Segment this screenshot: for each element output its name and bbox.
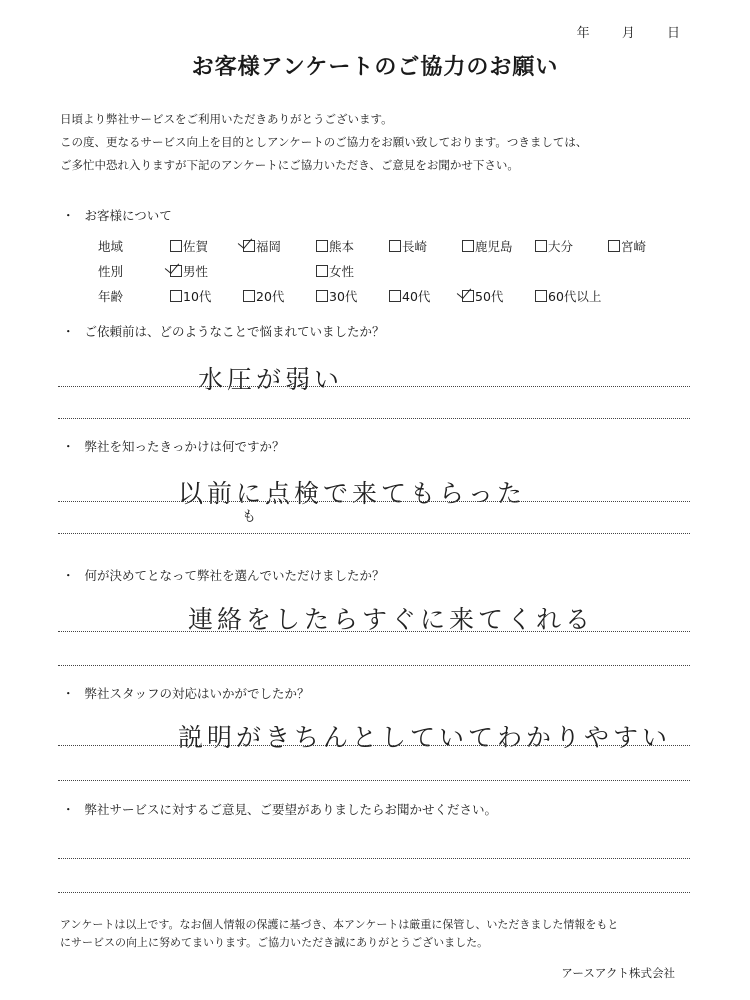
footer-line: アンケートは以上です。なお個人情報の保護に基づき、本アンケートは厳重に保管し、いただきました情報をもと: [60, 918, 619, 931]
answer-line: [58, 501, 690, 502]
question-5: [62, 800, 497, 818]
year-label: 年: [576, 26, 590, 41]
checkbox[interactable]: [316, 265, 328, 277]
answer-line: [58, 631, 690, 632]
option-age-20s[interactable]: [243, 287, 284, 305]
checkbox[interactable]: [316, 290, 328, 302]
question-text: ご依頼前は、どのようなことで悩まれていましたか？: [84, 324, 385, 339]
answer-4[interactable]: 説明がきちんとしていてわかりやすい: [178, 723, 672, 752]
answer-line: [58, 386, 690, 387]
option-age-50s[interactable]: [462, 287, 503, 305]
option-label: 10代: [183, 289, 212, 304]
option-region-saga[interactable]: [170, 237, 208, 255]
option-region-nagasaki[interactable]: [389, 237, 427, 255]
day-label: 日: [666, 26, 680, 41]
question-2: [62, 437, 285, 455]
option-label: 男性: [183, 264, 209, 279]
answer-line: [58, 780, 690, 781]
checkbox[interactable]: [316, 240, 328, 252]
bullet: ・: [62, 324, 75, 339]
answer-2-insertion: も: [242, 509, 256, 525]
question-4: [62, 684, 310, 702]
intro-line: ご多忙中恐れ入りますが下記のアンケートにご協力いただき、ご意見をお聞かせ下さい。: [60, 158, 519, 172]
region-label: 地域: [98, 239, 124, 254]
question-1: [62, 322, 385, 340]
bullet: ・: [62, 439, 75, 454]
bullet: ・: [62, 208, 75, 223]
option-region-kagoshima[interactable]: [462, 237, 513, 255]
checkbox[interactable]: [535, 240, 547, 252]
option-age-40s[interactable]: [389, 287, 430, 305]
question-text: 弊社スタッフの対応はいかがでしたか？: [84, 686, 310, 701]
option-region-miyazaki[interactable]: [608, 237, 646, 255]
option-label: 福岡: [256, 239, 282, 254]
option-label: 30代: [329, 289, 358, 304]
option-label: 鹿児島: [475, 239, 513, 254]
section-customer: [62, 206, 172, 224]
checkbox-checked[interactable]: [170, 265, 182, 277]
intro-text: [60, 108, 700, 177]
answer-2[interactable]: 以前に点検で来てもらった: [178, 479, 527, 508]
option-gender-male[interactable]: [170, 262, 208, 280]
answer-line[interactable]: [58, 892, 690, 893]
page-title: お客様アンケートのご協力のお願い: [191, 55, 559, 80]
answer-3[interactable]: 連絡をしたらすぐに来てくれる: [188, 605, 595, 634]
answer-line: [58, 418, 690, 419]
month-label: 月: [621, 26, 635, 41]
option-label: 熊本: [329, 239, 355, 254]
bullet: ・: [62, 686, 75, 701]
checkbox[interactable]: [389, 240, 401, 252]
checkbox[interactable]: [170, 290, 182, 302]
option-region-fukuoka[interactable]: [243, 237, 281, 255]
checkbox[interactable]: [170, 240, 182, 252]
option-age-30s[interactable]: [316, 287, 357, 305]
checkbox[interactable]: [608, 240, 620, 252]
option-age-10s[interactable]: [170, 287, 211, 305]
gender-label: 性別: [98, 264, 124, 279]
question-text: 何が決めてとなって弊社を選んでいただけましたか？: [84, 568, 385, 583]
checkbox[interactable]: [535, 290, 547, 302]
question-3: [62, 566, 385, 584]
option-age-60s-plus[interactable]: [535, 287, 601, 305]
bullet: ・: [62, 568, 75, 583]
section-heading: お客様について: [84, 208, 172, 223]
intro-line: 日頃より弊社サービスをご利用いただきありがとうございます。: [60, 112, 393, 126]
bullet: ・: [62, 802, 75, 817]
company-name: アースアクト株式会社: [561, 966, 675, 980]
answer-line[interactable]: [58, 858, 690, 859]
option-label: 宮崎: [621, 239, 647, 254]
option-label: 60代以上: [548, 289, 602, 304]
checkbox[interactable]: [243, 290, 255, 302]
footer-text: [60, 916, 700, 952]
answer-line: [58, 745, 690, 746]
option-label: 50代: [475, 289, 504, 304]
footer-line: にサービスの向上に努めてまいります。ご協力いただき誠にありがとうございました。: [60, 936, 489, 949]
answer-1[interactable]: 水圧が弱い: [198, 365, 344, 394]
option-label: 長崎: [402, 239, 428, 254]
answer-line: [58, 533, 690, 534]
option-label: 女性: [329, 264, 355, 279]
question-text: 弊社を知ったきっかけは何ですか？: [84, 439, 285, 454]
option-gender-female[interactable]: [316, 262, 354, 280]
checkbox[interactable]: [389, 290, 401, 302]
question-text: 弊社サービスに対するご意見、ご要望がありましたらお聞かせください。: [84, 802, 498, 817]
option-label: 20代: [256, 289, 285, 304]
checkbox-checked[interactable]: [243, 240, 255, 252]
answer-line: [58, 665, 690, 666]
checkbox-checked[interactable]: [462, 290, 474, 302]
date-field: [549, 22, 680, 41]
option-label: 佐賀: [183, 239, 209, 254]
checkbox[interactable]: [462, 240, 474, 252]
option-region-oita[interactable]: [535, 237, 573, 255]
age-label: 年齢: [98, 289, 124, 304]
option-label: 40代: [402, 289, 431, 304]
option-label: 大分: [548, 239, 574, 254]
intro-line: この度、更なるサービス向上を目的としアンケートのご協力をお願い致しております。つきましては、: [60, 135, 588, 149]
option-region-kumamoto[interactable]: [316, 237, 354, 255]
